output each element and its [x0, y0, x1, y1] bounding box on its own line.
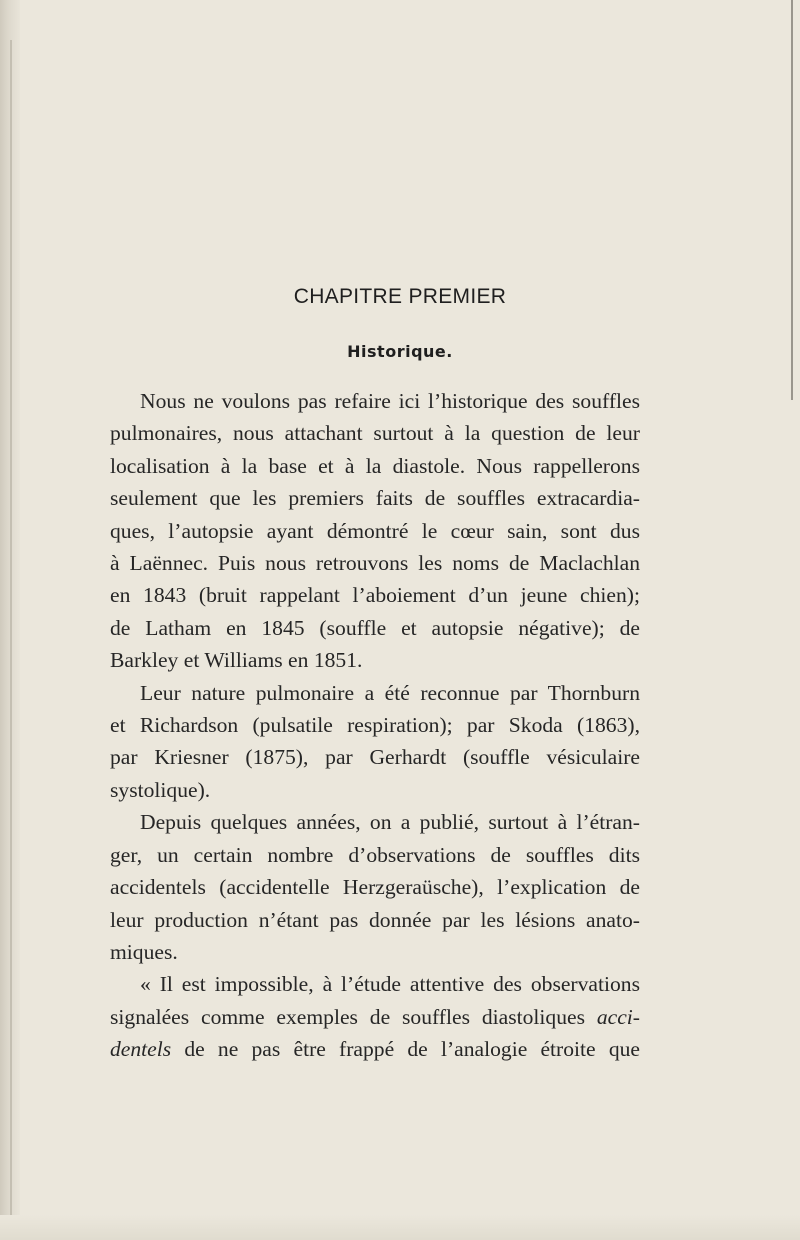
body-text [110, 385, 640, 1066]
page-bottom-edge [0, 1215, 800, 1240]
binding-shadow-line [10, 40, 12, 1220]
text-line: localisation à la base et à la diastole. Nous rappellerons [110, 453, 640, 478]
chapter-title: CHAPITRE PREMIER [293, 285, 507, 308]
text-line [110, 1033, 640, 1065]
text-line: Leur nature pulmonaire a été reconnue par Thornburn [140, 680, 640, 705]
page-edge-line [791, 0, 793, 400]
italic-word: acci- [596, 1004, 640, 1029]
text-line-part: de ne pas être frappé de l’analogie étroite que [171, 1037, 640, 1062]
text-line: « Il est impossible, à l’étude attentive des observations [140, 972, 640, 997]
text-line: systolique). [110, 777, 211, 802]
text-line: ger, un certain nombre d’observations de souffles dits [110, 842, 640, 867]
text-line: pulmonaires, nous attachant surtout à la question de leur [110, 421, 640, 446]
italic-word: dentels [110, 1037, 172, 1062]
text-line [110, 1001, 640, 1033]
text-line: de Latham en 1845 (souffle et autopsie négative); de [110, 615, 640, 640]
section-title: Historique. [347, 342, 453, 361]
text-line: en 1843 (bruit rappelant l’aboiement d’un jeune chien); [110, 583, 640, 608]
text-line: leur production n’étant pas donnée par les lésions anato- [110, 907, 640, 932]
text-line: miques. [110, 939, 178, 964]
text-line: seulement que les premiers faits de souffles extracardia- [110, 486, 640, 511]
text-line: à Laënnec. Puis nous retrouvons les noms de Maclachlan [110, 551, 640, 576]
text-line-part: signalées comme exemples de souffles diastoliques [110, 1004, 597, 1029]
text-line: Barkley et Williams en 1851. [110, 648, 363, 673]
text-line: Depuis quelques années, on a publié, surtout à l’étran- [140, 810, 640, 835]
text-line: ques, l’autopsie ayant démontré le cœur sain, sont dus [110, 518, 640, 543]
text-line: et Richardson (pulsatile respiration); par Skoda (1863), [110, 713, 640, 738]
text-line: par Kriesner (1875), par Gerhardt (souffle vésiculaire [110, 745, 640, 770]
text-line: Nous ne voulons pas refaire ici l’historique des souffles [140, 389, 640, 413]
text-line: accidentels (accidentelle Herzgeraüsche), l’explication de [110, 875, 640, 900]
